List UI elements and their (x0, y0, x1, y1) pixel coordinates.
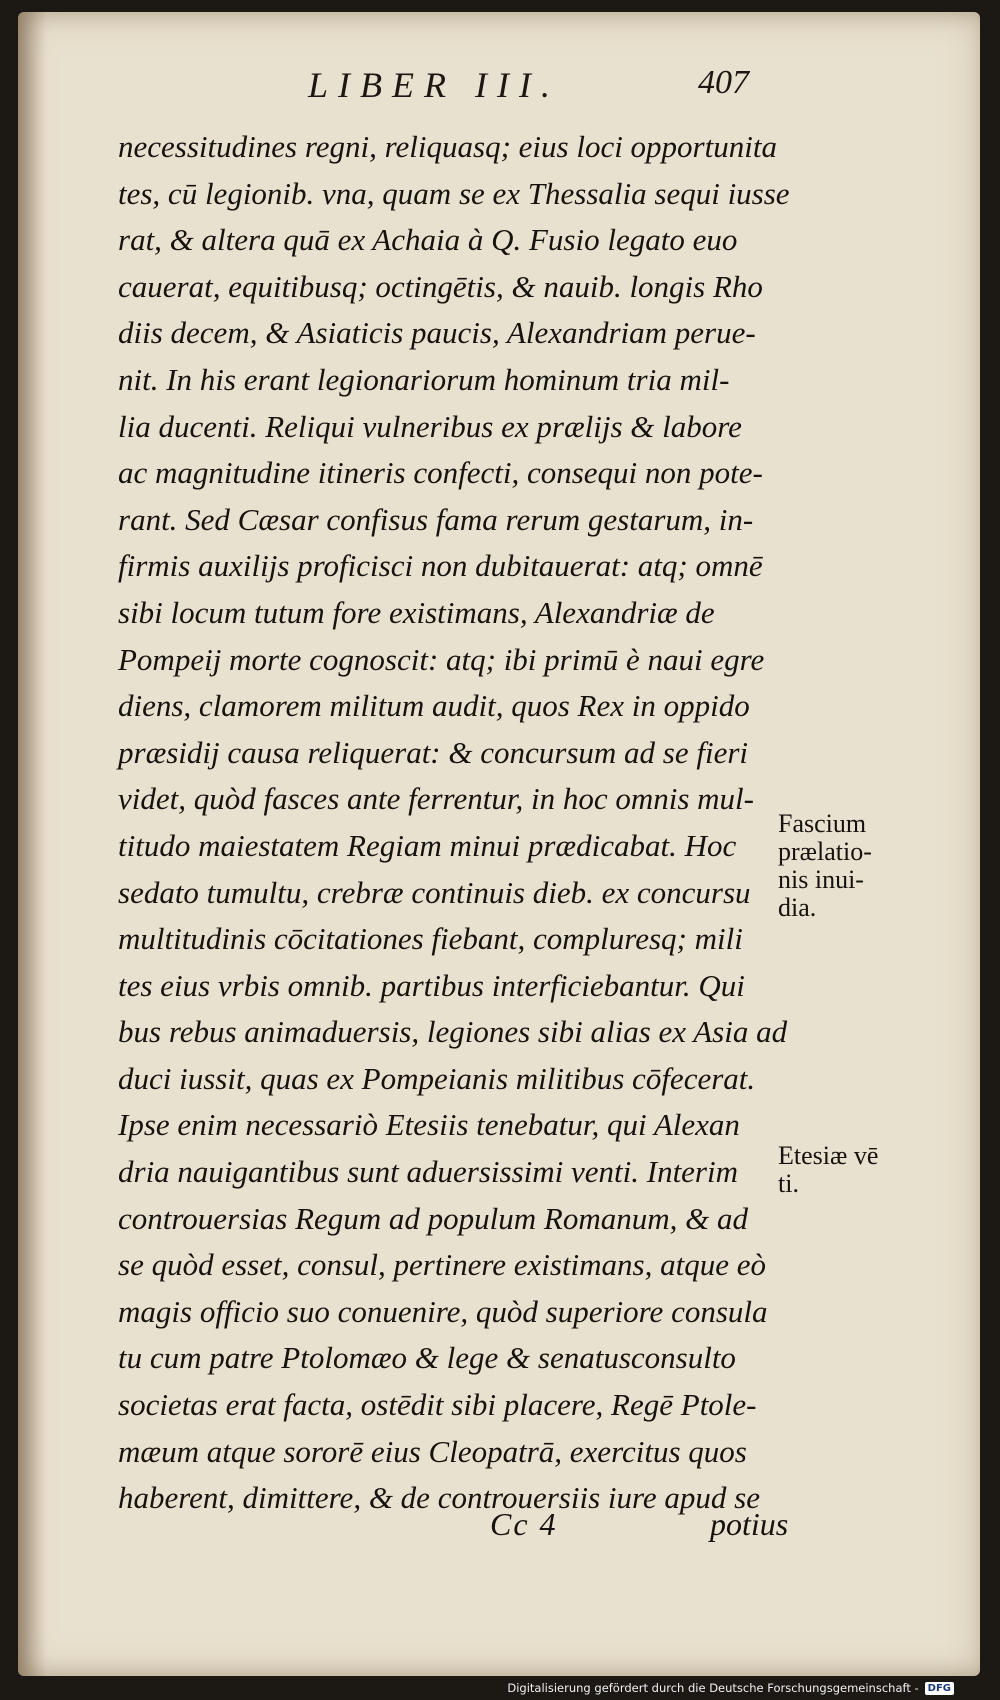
text-line: rat, & altera quā ex Achaia à Q. Fusio legato euo (118, 222, 738, 258)
text-line: diis decem, & Asiaticis paucis, Alexandriam perue- (118, 315, 756, 351)
marginal-note-fascium (778, 810, 978, 922)
text-line: sibi locum tutum fore existimans, Alexandriæ de (118, 594, 715, 630)
marginal-note-line: Etesiæ vē (778, 1141, 879, 1170)
text-line: duci iussit, quas ex Pompeianis militibus cōfecerat. (118, 1060, 756, 1096)
text-line: videt, quòd fasces ante ferrentur, in hoc omnis mul- (118, 781, 754, 817)
text-line: Ipse enim necessariò Etesiis tenebatur, qui Alexan (118, 1107, 740, 1143)
body-text (118, 124, 790, 1522)
text-line: mæum atque sororē eius Cleopatrā, exercitus quos (118, 1433, 747, 1469)
text-line: cauerat, equitibusq; octingētis, & nauib. longis Rho (118, 268, 763, 304)
text-line: firmis auxilijs proficisci non dubitauerat: atq; omnē (118, 548, 763, 584)
marginal-note-line: prælatio- (778, 837, 872, 866)
digitization-credit (507, 1678, 954, 1698)
text-line: multitudinis cōcitationes fiebant, compluresq; mili (118, 921, 743, 957)
text-line: diens, clamorem militum audit, quos Rex in oppido (118, 688, 750, 724)
text-line: titudo maiestatem Regiam minui prædicabat. Hoc (118, 827, 737, 863)
marginal-note-line: nis inui- (778, 865, 864, 894)
text-line: Pompeij morte cognoscit: atq; ibi primū è naui egre (118, 641, 765, 677)
text-line: rant. Sed Cæsar confisus fama rerum gestarum, in- (118, 501, 754, 537)
text-line: sedato tumultu, crebræ continuis dieb. ex concursu (118, 874, 751, 910)
book-page (18, 12, 980, 1676)
dfg-logo: DFG (925, 1682, 954, 1695)
text-line: dria nauigantibus sunt aduersissimi venti. Interim (118, 1154, 738, 1190)
text-line: nit. In his erant legionariorum hominum tria mil- (118, 361, 730, 397)
marginal-note-etesiae (778, 1142, 978, 1198)
text-line: societas erat facta, ostēdit sibi placere, Regē Ptole- (118, 1387, 757, 1423)
running-head (18, 64, 980, 120)
text-line: magis officio suo conuenire, quòd superiore consula (118, 1293, 768, 1329)
text-line: necessitudines regni, reliquasq; eius loci opportunita (118, 129, 777, 164)
credit-text: Digitalisierung gefördert durch die Deutsche Forschungsgemeinschaft - (507, 1681, 919, 1695)
text-line: lia ducenti. Reliqui vulneribus ex prælijs & labore (118, 408, 742, 444)
marginal-note-line: dia. (778, 893, 817, 922)
signature-mark: Cc 4 (490, 1506, 558, 1542)
text-line: ac magnitudine itineris confecti, consequi non pote- (118, 455, 763, 491)
page-number: 407 (698, 64, 749, 101)
text-line: bus rebus animaduersis, legiones sibi alias ex Asia ad (118, 1014, 788, 1050)
text-line: tes eius vrbis omnib. partibus interficiebantur. Qui (118, 967, 745, 1003)
catchword: potius (710, 1506, 789, 1542)
text-line: haberent, dimittere, & de controuersiis iure apud se (118, 1480, 761, 1516)
text-line: præsidij causa reliquerat: & concursum ad se fieri (118, 734, 749, 770)
text-line: tu cum patre Ptolomæo & lege & senatusconsulto (118, 1340, 736, 1376)
text-line: se quòd esset, consul, pertinere existimans, atque eò (118, 1247, 767, 1283)
text-line: controuersias Regum ad populum Romanum, & ad (118, 1200, 749, 1236)
marginal-note-line: Fascium (778, 809, 867, 838)
running-title: LIBER III. (308, 65, 560, 105)
marginal-note-line: ti. (778, 1169, 799, 1198)
text-line: tes, cū legionib. vna, quam se ex Thessalia sequi iusse (118, 175, 790, 211)
